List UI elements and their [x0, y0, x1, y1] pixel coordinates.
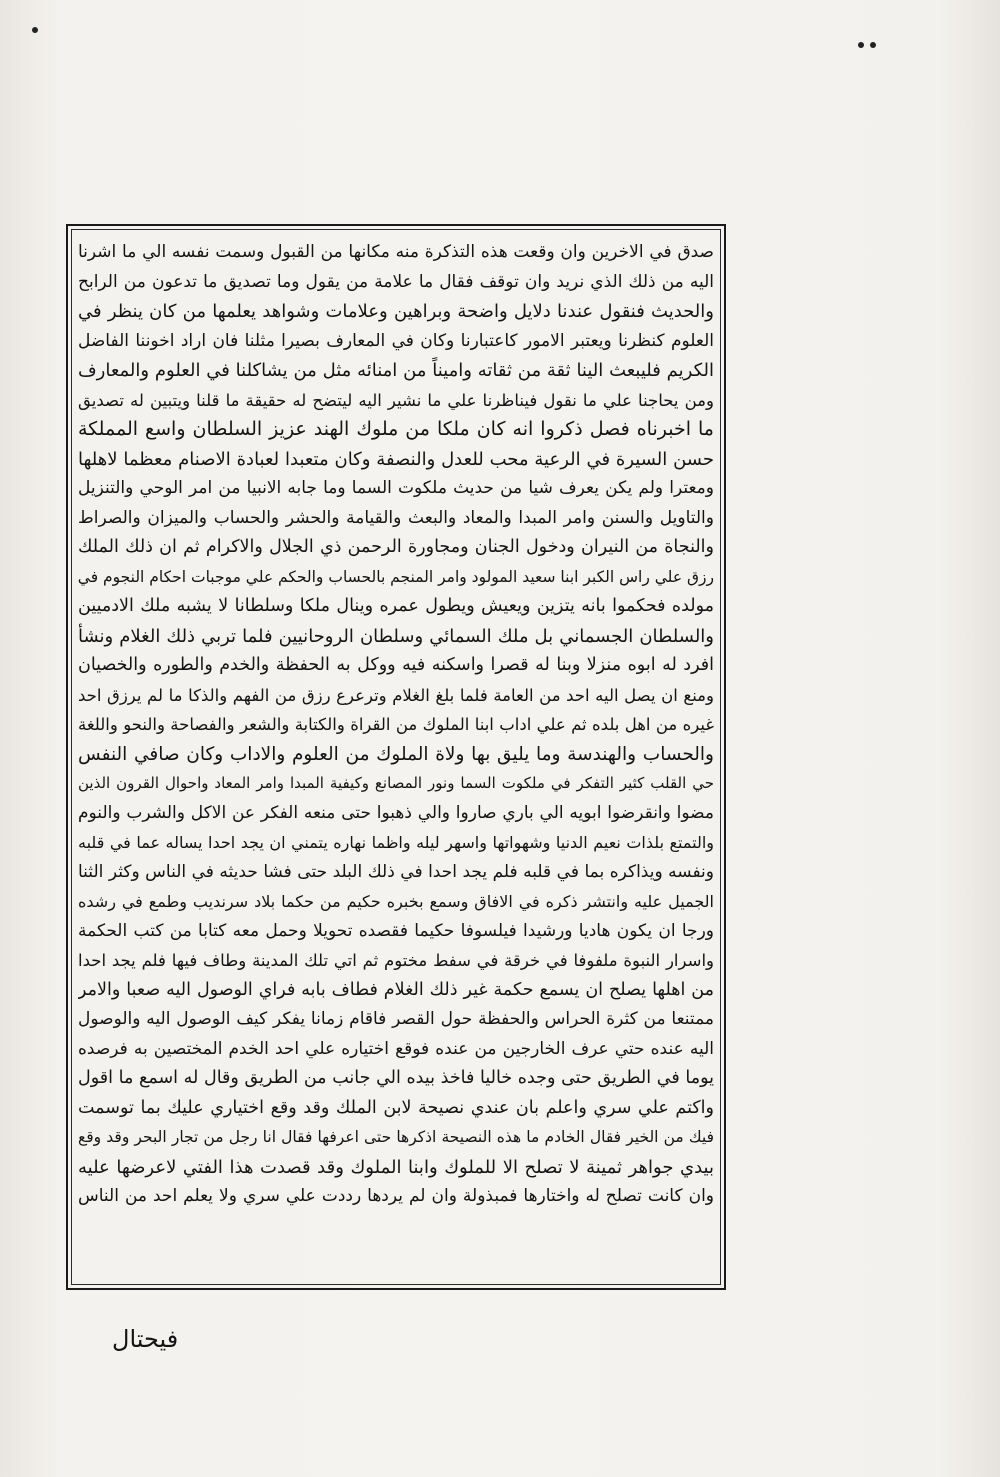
ink-spot — [32, 27, 38, 33]
text-line: افرد له ابوه منزلا وبنا له قصرا واسكنه فيه ووكل به الحفظة والخدم والطوره والخصيان — [78, 655, 714, 675]
text-line: يوما في الطريق حتى وجده خاليا فاخذ بيده الي جانب من الطريق وقال له اسمع ما اقول — [78, 1068, 714, 1088]
catchword: فيحتال — [112, 1325, 179, 1353]
text-line: واكتم علي سري واعلم بان عندي نصيحة لابن الملك وقد وقع اختياري عليك بما توسمت — [78, 1097, 714, 1118]
text-line: الجميل عليه وانتشر ذكره في الافاق وسمع بخبره حكيم من حكما بلاد سرنديب وطمع في رشده — [78, 892, 714, 911]
text-frame — [66, 224, 726, 1290]
text-line: غيره من اهل بلده ثم علي اداب ابنا الملوك من القراة والكتابة والشعر والفصاحة والنحو واللغة — [78, 715, 714, 734]
text-line: والحساب والهندسة وما يليق بها ولاة الملوك من العلوم والاداب وكان صافي النفس — [78, 743, 714, 765]
text-line: وان كانت تصلح له واختارها فمبذولة وان لم يردها رددت علي سري ولا يعلم احد من الناس — [78, 1186, 714, 1206]
text-line: ممتنعا من كثرة الحراس والحفظة حول القصر فاقام زمانا يفكر كيف الوصول اليه والوصول — [78, 1009, 714, 1029]
ink-spot — [870, 42, 876, 48]
text-line: والسلطان الجسماني بل ملك السمائي وسلطان الروحانيين فلما تربي ذلك الغلام ونشأ — [78, 625, 714, 647]
text-line: العلوم كنظرنا ويعتبر الامور كاعتبارنا وكان في المعارف بصيرا مثلنا فان اراد اخوننا الفاضل — [78, 330, 714, 351]
text-line: ومن يحاجنا علي ما نقول فيناظرنا علي ما نشير اليه ليتضح له حقيقة ما قلنا ويتبين له تصديق — [78, 390, 714, 410]
text-line: ما اخبرناه فصل ذكروا انه كان ملكا من ملوك الهند عزيز السلطان واسع المملكة — [78, 418, 714, 440]
text-line: مولده فحكموا بانه يتزين ويعيش ويطول عمره وينال ملكا وسلطانا لا يشبه ملك الادميين — [78, 596, 714, 616]
text-line: ومنع ان يصل اليه احد من العامة فلما بلغ الغلام وترعرع رزق من الفهم والذكا ما لم يرزق احد — [78, 685, 714, 705]
text-line: ورجا ان يكون هاديا ورشيدا فيلسوفا حكيما فقصده تحويلا وحمل معه كتابا من كتب الحكمة — [78, 920, 714, 941]
ink-spot — [858, 42, 864, 48]
text-line: والحديث فنقول عندنا دلايل واضحة وبراهين وعلامات وشواهد يعلمها من كان ينظر في — [78, 301, 714, 322]
text-line: صدق في الاخرين وان وقعت هذه التذكرة منه مكانها من القبول وسمت نفسه الي ما اشرنا — [78, 242, 714, 262]
text-line: واسرار النبوة ملفوفا في خرقة في سفط مختوم ثم اتي تلك المدينة وطاف فيها فلم يجد احدا — [78, 951, 714, 970]
text-line: من اهلها يصلح ان يسمع حكمة غير ذلك الغلام فطاف بابه فراي الوصول اليه صعبا والامر — [78, 979, 714, 1000]
text-line: ونفسه ويذاكره بما في قلبه فلم يجد احدا في ذلك البلد حتى فشا حديثه في الناس وكثر الثنا — [78, 861, 714, 882]
text-line: اليه من ذلك الذي نريد وان توقف فقال ما علامة من يقول وما تصديق ما تدعون من الرابح — [78, 271, 714, 292]
text-line: والتمتع بلذات نعيم الدنيا وشهواتها واسهر ليله واظما نهاره يتمني ان يجد احدا يساله عما في قلبه — [78, 833, 714, 852]
text-line: مضوا وانقرضوا ابويه الي باري صاروا والي ذهبوا حتى منعه الفكر عن الاكل والشرب والنوم — [78, 802, 714, 823]
text-line: والنجاة من النيران ودخول الجنان ومجاورة الرحمن ذي الجلال والاكرام ثم ان ذلك الملك — [78, 537, 714, 557]
text-line: ومعترا ولم يكن يعرف شيا من حديث ملكوت السما وما جابه الانبيا من امر الوحي والتنزيل — [78, 478, 714, 498]
text-line: والتاويل والسنن وامر المبدا والمعاد والبعث والقيامة والحشر والحساب والميزان والصراط — [78, 507, 714, 528]
text-line: حي القلب كثير التفكر في ملكوت السما ونور المصانع وكيفية المبدا وامر المعاد واحوال القرون الذين — [78, 774, 714, 792]
manuscript-text — [78, 238, 714, 1212]
text-line: اليه عنده حتي عرف الخارجين من عنده فوقع اختياره علي احد الخدم المختصين به فرصده — [78, 1038, 714, 1059]
text-line: فيك من الخير فقال الخادم ما هذه النصيحة اذكرها حتى اعرفها فقال انا رجل من تجار البحر وقد وقع — [78, 1128, 714, 1146]
text-line: حسن السيرة في الرعية محب للعدل والنصفة وكان متعبدا لعبادة الاصنام معظما لاهلها — [78, 448, 714, 470]
text-line: بيدي جواهر ثمينة لا تصلح الا للملوك وابنا الملوك وقد قصدت هذا الفتي لاعرضها عليه — [78, 1156, 714, 1178]
text-line: رزق علي راس الكبر ابنا سعيد المولود وامر المنجم بالحساب والحكم علي موجبات احكام النجوم في — [78, 567, 714, 586]
text-line: الكريم فليبعث الينا ثقة من ثقاته واميناً من امنائه مثل من يشاكلنا في العلوم والمعارف — [78, 360, 714, 381]
